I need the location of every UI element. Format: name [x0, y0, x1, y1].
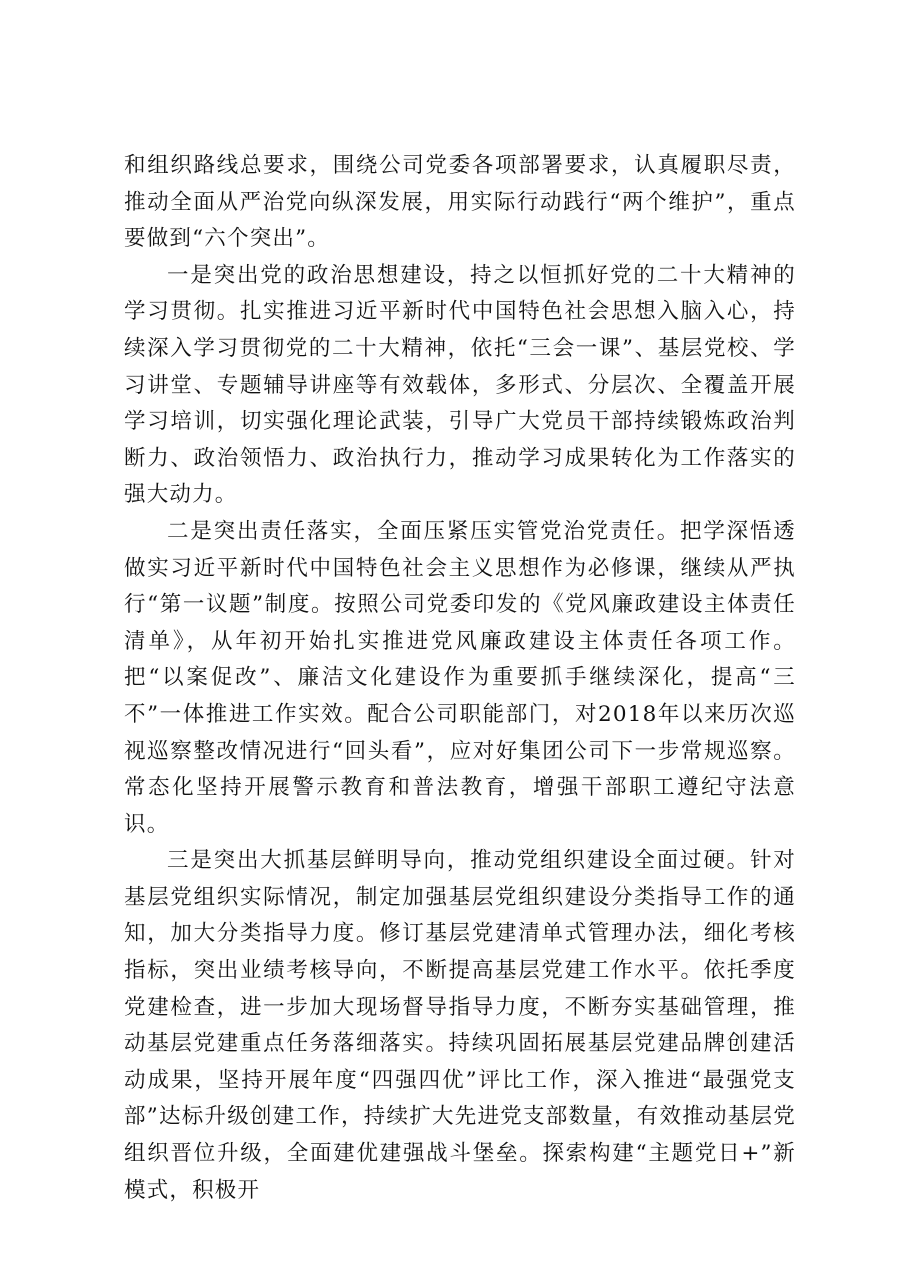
paragraph-3-responsibility: 二是突出责任落实，全面压紧压实管党治党责任。把学深悟透做实习近平新时代中国特色社会主义思想作为必修课，继续从严执行“第一议题”制度。按照公司党委印发的《党风廉政建设主体责任清单》，从年初开始扎实推进党风廉政建设主体责任各项工作。把“以案促改”、廉洁文化建设作为重要抓手继续深化，提高“三不”一体推进工作实效。配合公司职能部门，对2018年以来历次巡视巡察整改情况进行“回头看”，应对好集团公司下一步常规巡察。常态化坚持开展警示教育和普法教育，增强干部职工遵纪守法意识。	[124, 518, 796, 837]
document-body	[124, 148, 796, 1209]
paragraph-2-political-construction: 一是突出党的政治思想建设，持之以恒抓好党的二十大精神的学习贯彻。扎实推进习近平新时代中国特色社会思想入脑入心，持续深入学习贯彻党的二十大精神，依托“三会一课”、基层党校、学习讲堂、专题辅导讲座等有效载体，多形式、分层次、全覆盖开展学习培训，切实强化理论武装，引导广大党员干部持续锻炼政治判断力、政治领悟力、政治执行力，推动学习成果转化为工作落实的强大动力。	[124, 262, 796, 508]
paragraph-1-continuation: 和组织路线总要求，围绕公司党委各项部署要求，认真履职尽责，推动全面从严治党向纵深发展，用实际行动践行“两个维护”，重点要做到“六个突出”。	[124, 153, 796, 252]
paragraph-4-grassroots: 三是突出大抓基层鲜明导向，推动党组织建设全面过硬。针对基层党组织实际情况，制定加强基层党组织建设分类指导工作的通知，加大分类指导力度。修订基层党建清单式管理办法，细化考核指标，突出业绩考核导向，不断提高基层党建工作水平。依托季度党建检查，进一步加大现场督导指导力度，不断夯实基础管理，推动基层党建重点任务落细落实。持续巩固拓展基层党建品牌创建活动成果，坚持开展年度“四强四优”评比工作，深入推进“最强党支部”达标升级创建工作，持续扩大先进党支部数量，有效推动基层党组织晋位升级，全面建优建强战斗堡垒。探索构建“主题党日+”新模式，积极开	[124, 848, 796, 1203]
